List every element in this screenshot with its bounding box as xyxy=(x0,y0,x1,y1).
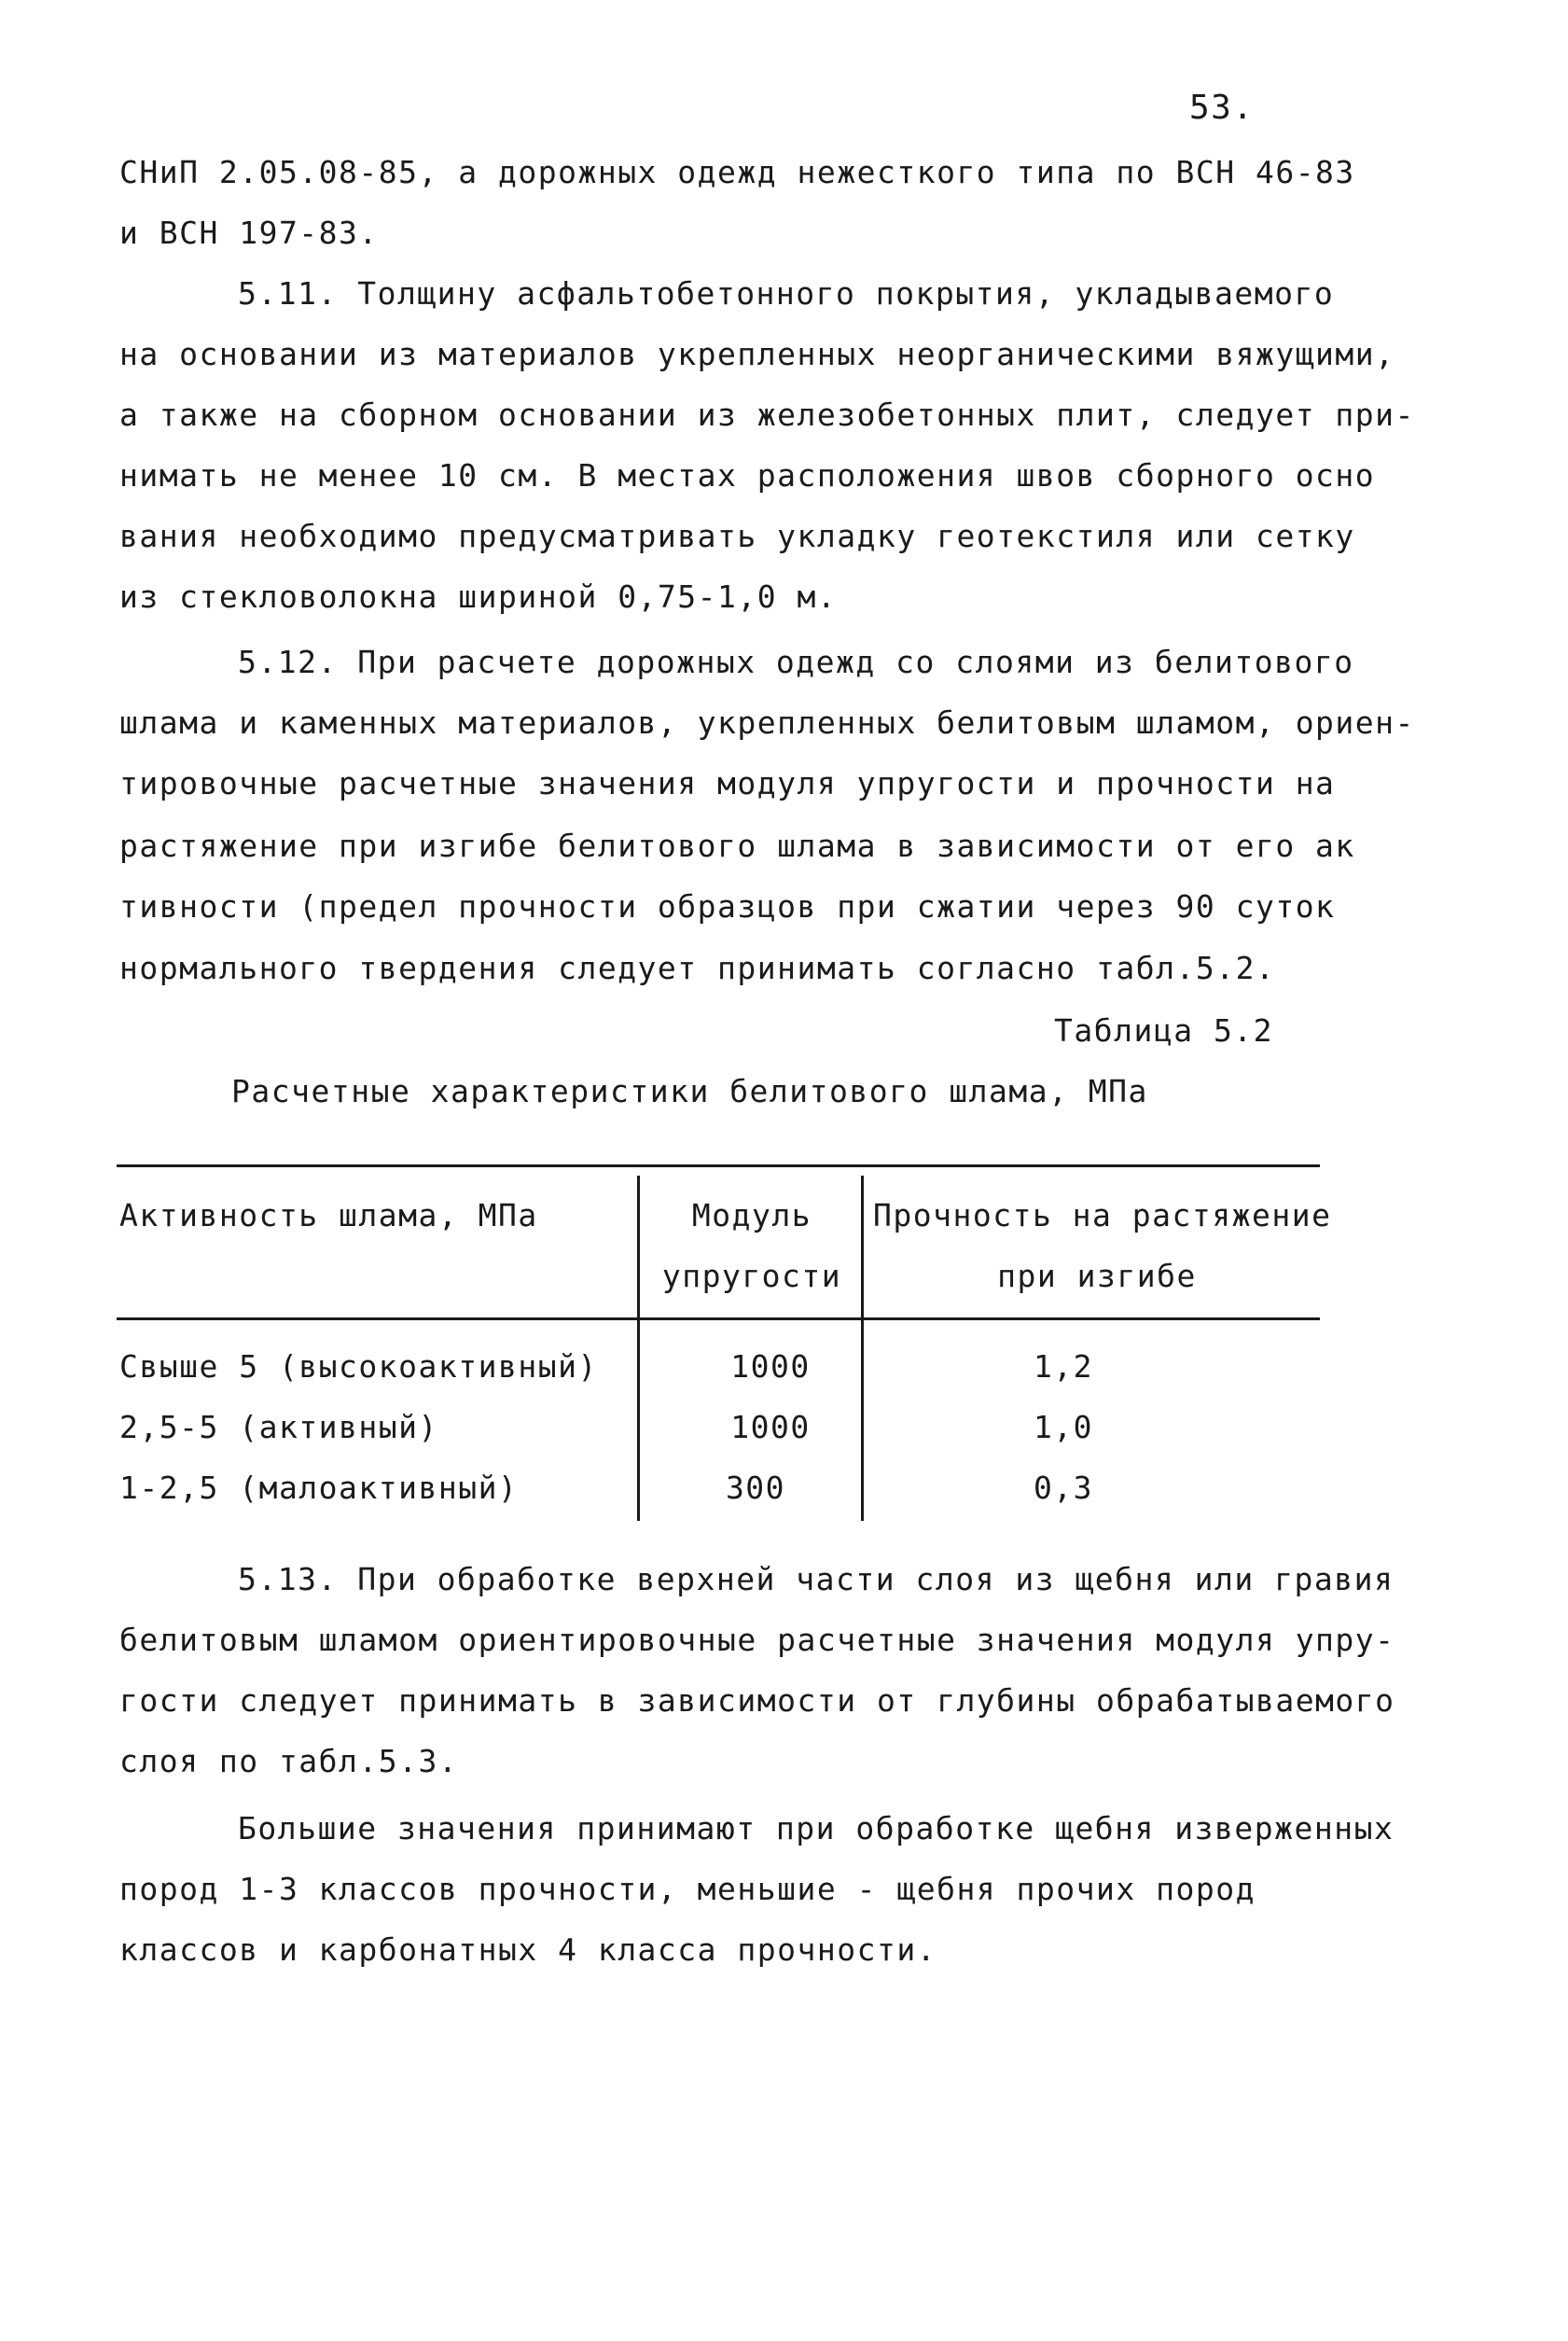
table-header-activity: Активность шлама, МПа xyxy=(119,1197,538,1233)
table-caption: Таблица 5.2 xyxy=(1054,1012,1274,1049)
table-title: Расчетные характеристики белитового шлама, МПа xyxy=(231,1073,1148,1109)
paragraph-line: белитовым шламом ориентировочные расчетные значения модуля упру- xyxy=(119,1622,1395,1658)
table-cell-strength: 1,2 xyxy=(1033,1348,1094,1385)
table-cell-modulus: 1000 xyxy=(730,1348,811,1385)
paragraph-line: и ВСН 197-83. xyxy=(119,215,379,251)
paragraph-line: гости следует принимать в зависимости от глубины обрабатываемого xyxy=(119,1682,1395,1719)
table-cell-strength: 0,3 xyxy=(1033,1470,1094,1506)
paragraph-line: СНиП 2.05.08-85, а дорожных одежд нежесткого типа по ВСН 46-83 xyxy=(119,154,1355,190)
table-header-rule xyxy=(117,1317,1320,1320)
page-number: 53. xyxy=(1189,89,1255,127)
paragraph-line: шлама и каменных материалов, укрепленных белитовым шламом, ориен- xyxy=(119,704,1415,741)
table-header-modulus-line2: упругости xyxy=(661,1258,842,1294)
table-cell-strength: 1,0 xyxy=(1033,1409,1094,1445)
table-top-rule xyxy=(117,1164,1320,1167)
paragraph-line: а также на сборном основании из железобетонных плит, следует при- xyxy=(119,397,1415,433)
table-header-strength-line2: при изгибе xyxy=(997,1258,1197,1294)
table-header-modulus: Модуль xyxy=(691,1197,812,1233)
paragraph-line: нормального твердения следует принимать согласно табл.5.2. xyxy=(119,950,1276,986)
paragraph-line: тивности (предел прочности образцов при сжатии через 90 суток xyxy=(119,888,1336,925)
paragraph-line: 5.12. При расчете дорожных одежд со слоями из белитового xyxy=(238,644,1354,680)
paragraph-line: слоя по табл.5.3. xyxy=(119,1743,459,1779)
paragraph-line: пород 1-3 классов прочности, меньшие - щебня прочих пород xyxy=(119,1871,1256,1907)
table-cell-activity: 2,5-5 (активный) xyxy=(119,1409,438,1445)
paragraph-line: нимать не менее 10 см. В местах расположения швов сборного осно xyxy=(119,457,1376,494)
table-cell-modulus: 1000 xyxy=(730,1409,811,1445)
table-cell-activity: Свыше 5 (высокоактивный) xyxy=(119,1348,598,1385)
paragraph-line: на основании из материалов укрепленных неорганическими вяжущими, xyxy=(119,336,1395,372)
table-cell-activity: 1-2,5 (малоактивный) xyxy=(119,1470,519,1506)
table-header-strength: Прочность на растяжение xyxy=(873,1197,1332,1233)
paragraph-line: Большие значения принимают при обработке щебня изверженных xyxy=(238,1810,1395,1846)
paragraph-line: вания необходимо предусматривать укладку геотекстиля или сетку xyxy=(119,518,1355,554)
paragraph-line: тировочные расчетные значения модуля упругости и прочности на xyxy=(119,765,1336,801)
paragraph-line: из стекловолокна шириной 0,75-1,0 м. xyxy=(119,578,838,615)
table-cell-modulus: 300 xyxy=(725,1470,786,1506)
paragraph-line: классов и карбонатных 4 класса прочности. xyxy=(119,1931,937,1968)
paragraph-line: растяжение при изгибе белитового шлама в зависимости от его ак xyxy=(119,828,1355,864)
paragraph-line: 5.13. При обработке верхней части слоя из щебня или гравия xyxy=(238,1561,1395,1597)
paragraph-line: 5.11. Толщину асфальтобетонного покрытия, укладываемого xyxy=(238,275,1335,312)
